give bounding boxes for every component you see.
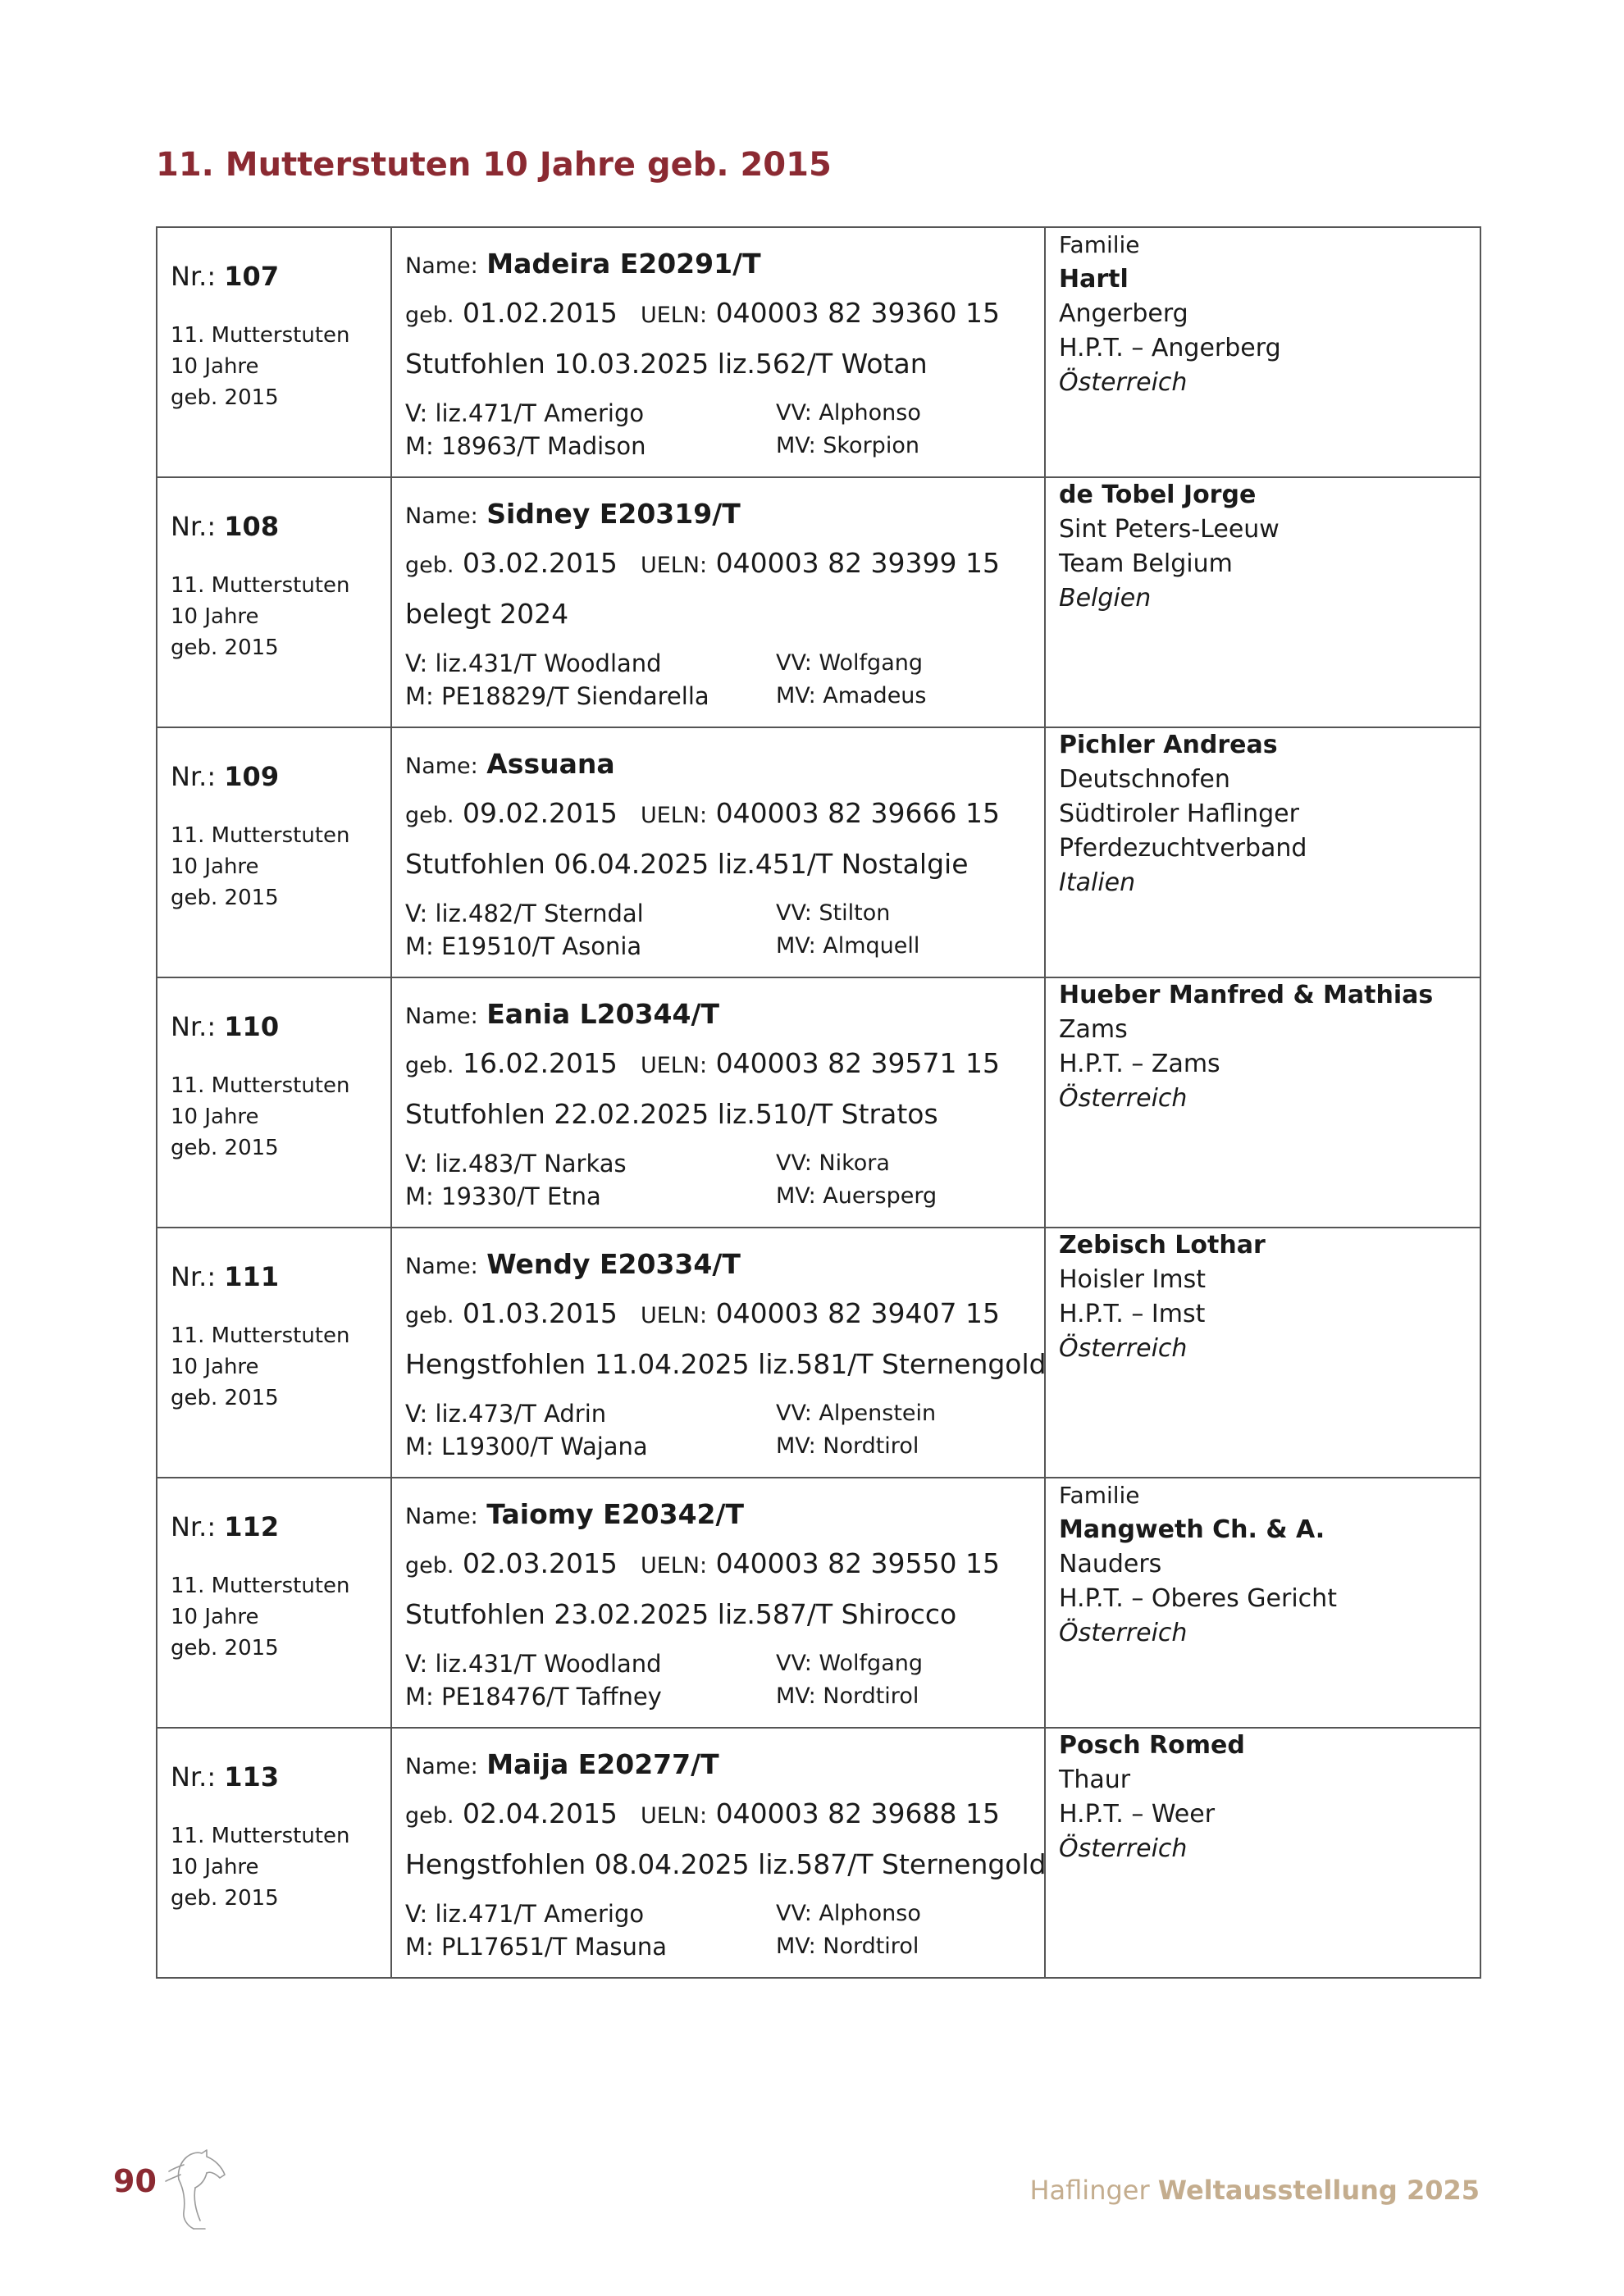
owner-location-line: H.P.T. – Angerberg — [1059, 334, 1281, 362]
ueln-label: UELN: — [640, 303, 708, 328]
owner-country: Österreich — [1059, 368, 1188, 397]
category-line: 11. Mutterstuten — [171, 1323, 350, 1348]
owner-location-line: Hoisler Imst — [1059, 1265, 1207, 1294]
ueln-value: 040003 82 39571 15 — [715, 1047, 1001, 1079]
ueln-value: 040003 82 39688 15 — [715, 1797, 1001, 1829]
owner-location-line: H.P.T. – Imst — [1059, 1300, 1206, 1328]
dam: M: L19300/T Wajana — [405, 1433, 648, 1460]
owner-cell — [1045, 1728, 1480, 1978]
entry-row — [157, 1228, 1480, 1478]
dam-sire: MV: Almquell — [776, 933, 920, 959]
entry-row — [157, 227, 1480, 477]
nr-label: Nr.: — [171, 511, 217, 542]
owner-location-line: Angerberg — [1059, 299, 1188, 328]
horse-name-line — [405, 239, 1044, 289]
sire-sire: VV: Alpenstein — [776, 1401, 937, 1426]
breeding-status: belegt 2024 — [405, 598, 569, 630]
sire-sire: VV: Alphonso — [776, 1901, 921, 1926]
entry-category — [171, 1320, 390, 1414]
name-label: Name: — [405, 1004, 478, 1029]
category-line: geb. 2015 — [171, 1886, 279, 1911]
category-line: geb. 2015 — [171, 385, 279, 410]
horse-name: Maija E20277/T — [486, 1748, 719, 1780]
category-line: 10 Jahre — [171, 854, 259, 879]
dam-sire: MV: Nordtirol — [776, 1934, 919, 1959]
horse-head-icon — [161, 2147, 230, 2232]
horse-details-cell — [391, 1478, 1045, 1728]
ueln-value: 040003 82 39407 15 — [715, 1297, 1001, 1329]
owner-country: Österreich — [1059, 1834, 1188, 1863]
ueln-value: 040003 82 39399 15 — [715, 547, 1001, 579]
owner-location-line: Zams — [1059, 1015, 1128, 1044]
pedigree — [405, 1397, 1044, 1463]
owner-country: Italien — [1059, 868, 1136, 897]
dam-sire: MV: Nordtirol — [776, 1683, 919, 1709]
category-line: geb. 2015 — [171, 1636, 279, 1660]
category-line: 11. Mutterstuten — [171, 323, 350, 348]
entry-number — [171, 1261, 390, 1292]
category-line: 11. Mutterstuten — [171, 1073, 350, 1098]
ueln-label: UELN: — [640, 1553, 708, 1578]
owner-name: Mangweth Ch. & A. — [1059, 1515, 1325, 1544]
sire-sire: VV: Wolfgang — [776, 650, 923, 676]
ueln-value: 040003 82 39550 15 — [715, 1547, 1001, 1579]
pedigree — [405, 897, 1044, 963]
nr-label: Nr.: — [171, 1011, 217, 1042]
sire: V: liz.473/T Adrin — [405, 1400, 607, 1428]
birth-line — [405, 1539, 1044, 1588]
footer-brand-title: Weltausstellung 2025 — [1157, 2175, 1480, 2206]
dam: M: 19330/T Etna — [405, 1182, 601, 1210]
owner-name: Pichler Andreas — [1059, 731, 1278, 759]
owner-location-line: Sint Peters-Leeuw — [1059, 515, 1280, 544]
birth-line — [405, 539, 1044, 588]
horse-details-cell — [391, 1228, 1045, 1478]
sire: V: liz.431/T Woodland — [405, 649, 662, 677]
category-line: geb. 2015 — [171, 1386, 279, 1410]
section-title: 11. Mutterstuten 10 Jahre geb. 2015 — [156, 146, 832, 184]
dam: M: PE18476/T Taffney — [405, 1683, 662, 1711]
dam-sire: MV: Amadeus — [776, 683, 927, 708]
breeding-status: Hengstfohlen 11.04.2025 liz.581/T Sternengold — [405, 1348, 1047, 1380]
entry-category — [171, 320, 390, 413]
entry-number-cell — [157, 1478, 391, 1728]
name-label: Name: — [405, 1754, 478, 1779]
birth-date: 02.03.2015 — [462, 1547, 618, 1579]
owner-location-line: Nauders — [1059, 1550, 1162, 1578]
horse-name: Wendy E20334/T — [486, 1248, 741, 1280]
birth-date: 02.04.2015 — [462, 1797, 618, 1829]
page-number: 90 — [113, 2163, 157, 2199]
ueln-value: 040003 82 39666 15 — [715, 797, 1001, 829]
birth-label: geb. — [405, 553, 454, 578]
dam-sire: MV: Nordtirol — [776, 1433, 919, 1459]
owner-name: Hartl — [1059, 265, 1129, 294]
horse-details-cell — [391, 977, 1045, 1228]
entry-number — [171, 1011, 390, 1042]
birth-line — [405, 1289, 1044, 1338]
category-line: 11. Mutterstuten — [171, 823, 350, 848]
dam-sire: MV: Skorpion — [776, 433, 919, 458]
birth-line — [405, 289, 1044, 338]
birth-date: 03.02.2015 — [462, 547, 618, 579]
category-line: 11. Mutterstuten — [171, 1824, 350, 1848]
sire-sire: VV: Stilton — [776, 900, 891, 926]
horse-name-line — [405, 740, 1044, 789]
sire-sire: VV: Alphonso — [776, 400, 921, 426]
name-label: Name: — [405, 754, 478, 779]
breeding-status: Hengstfohlen 08.04.2025 liz.587/T Sternengold — [405, 1848, 1047, 1880]
nr-value: 108 — [224, 511, 280, 542]
nr-value: 112 — [224, 1511, 280, 1542]
sire: V: liz.482/T Sterndal — [405, 900, 644, 927]
breeding-status: Stutfohlen 23.02.2025 liz.587/T Shirocco — [405, 1598, 957, 1630]
category-line: geb. 2015 — [171, 1136, 279, 1160]
breeding-status: Stutfohlen 06.04.2025 liz.451/T Nostalgie — [405, 848, 969, 880]
dam: M: E19510/T Asonia — [405, 932, 642, 960]
entries-table — [156, 226, 1481, 1979]
owner-cell — [1045, 977, 1480, 1228]
nr-label: Nr.: — [171, 1511, 217, 1542]
entry-row — [157, 1728, 1480, 1978]
category-line: 10 Jahre — [171, 1855, 259, 1879]
sire: V: liz.431/T Woodland — [405, 1650, 662, 1678]
nr-value: 109 — [224, 761, 280, 792]
nr-value: 113 — [224, 1761, 280, 1793]
entry-row — [157, 1478, 1480, 1728]
horse-details-cell — [391, 727, 1045, 977]
dam-sire: MV: Auersperg — [776, 1183, 937, 1209]
pedigree — [405, 397, 1044, 462]
category-line: 10 Jahre — [171, 604, 259, 629]
name-label: Name: — [405, 503, 478, 529]
category-line: 10 Jahre — [171, 1355, 259, 1379]
entry-number-cell — [157, 977, 391, 1228]
owner-name: Zebisch Lothar — [1059, 1231, 1266, 1260]
birth-label: geb. — [405, 1803, 454, 1829]
sire-sire: VV: Wolfgang — [776, 1651, 923, 1676]
breeding-status: Stutfohlen 22.02.2025 liz.510/T Stratos — [405, 1098, 938, 1130]
entry-number — [171, 1761, 390, 1793]
entries-body — [157, 227, 1480, 1978]
entry-category — [171, 1820, 390, 1914]
pedigree — [405, 1147, 1044, 1213]
name-label: Name: — [405, 1254, 478, 1279]
birth-line — [405, 789, 1044, 838]
owner-location-line: H.P.T. – Oberes Gericht — [1059, 1584, 1337, 1613]
owner-cell — [1045, 227, 1480, 477]
horse-name: Madeira E20291/T — [486, 248, 761, 280]
horse-name: Taiomy E20342/T — [486, 1498, 745, 1530]
entry-row — [157, 477, 1480, 727]
nr-value: 111 — [224, 1261, 280, 1292]
category-line: geb. 2015 — [171, 636, 279, 660]
entry-category — [171, 820, 390, 913]
owner-name: Posch Romed — [1059, 1731, 1245, 1760]
horse-name-line — [405, 1240, 1044, 1289]
category-line: 10 Jahre — [171, 1605, 259, 1629]
entry-number-cell — [157, 727, 391, 977]
horse-details-cell — [391, 227, 1045, 477]
ueln-label: UELN: — [640, 1053, 708, 1078]
entry-category — [171, 570, 390, 663]
owner-cell — [1045, 1228, 1480, 1478]
nr-label: Nr.: — [171, 261, 217, 292]
ueln-label: UELN: — [640, 1803, 708, 1829]
footer-brand — [1029, 2175, 1480, 2206]
dam: M: PE18829/T Siendarella — [405, 682, 709, 710]
horse-name: Eania L20344/T — [486, 998, 720, 1030]
owner-location-line: Team Belgium — [1059, 549, 1233, 578]
footer-brand-prefix: Haflinger — [1029, 2175, 1150, 2206]
entry-number-cell — [157, 1728, 391, 1978]
birth-label: geb. — [405, 303, 454, 328]
birth-label: geb. — [405, 1303, 454, 1328]
nr-label: Nr.: — [171, 1261, 217, 1292]
horse-name-line — [405, 1490, 1044, 1539]
owner-country: Österreich — [1059, 1334, 1188, 1363]
owner-prefix: Familie — [1059, 231, 1140, 258]
pedigree — [405, 1647, 1044, 1713]
entry-number — [171, 1511, 390, 1542]
entry-number-cell — [157, 1228, 391, 1478]
owner-location-line: H.P.T. – Zams — [1059, 1050, 1220, 1078]
owner-location-line: H.P.T. – Weer — [1059, 1800, 1216, 1829]
sire: V: liz.483/T Narkas — [405, 1150, 627, 1178]
category-line: geb. 2015 — [171, 886, 279, 910]
birth-date: 01.03.2015 — [462, 1297, 618, 1329]
entry-row — [157, 727, 1480, 977]
entry-number-cell — [157, 227, 391, 477]
horse-name-line — [405, 1740, 1044, 1789]
pedigree — [405, 1897, 1044, 1963]
breeding-status: Stutfohlen 10.03.2025 liz.562/T Wotan — [405, 348, 928, 380]
dam: M: PL17651/T Masuna — [405, 1933, 668, 1961]
nr-value: 110 — [224, 1011, 280, 1042]
name-label: Name: — [405, 253, 478, 279]
entry-number — [171, 761, 390, 792]
birth-date: 01.02.2015 — [462, 297, 618, 329]
horse-name-line — [405, 990, 1044, 1039]
owner-name: Hueber Manfred & Mathias — [1059, 981, 1434, 1009]
entry-row — [157, 977, 1480, 1228]
nr-value: 107 — [224, 261, 280, 292]
horse-details-cell — [391, 477, 1045, 727]
birth-line — [405, 1789, 1044, 1838]
sire: V: liz.471/T Amerigo — [405, 1900, 645, 1928]
birth-label: geb. — [405, 1553, 454, 1578]
pedigree — [405, 647, 1044, 713]
dam: M: 18963/T Madison — [405, 432, 646, 460]
birth-line — [405, 1039, 1044, 1088]
owner-cell — [1045, 477, 1480, 727]
entry-number-cell — [157, 477, 391, 727]
nr-label: Nr.: — [171, 1761, 217, 1793]
horse-name: Assuana — [486, 748, 615, 780]
owner-location-line: Pferdezuchtverband — [1059, 834, 1307, 863]
nr-label: Nr.: — [171, 761, 217, 792]
category-line: 10 Jahre — [171, 1105, 259, 1129]
sire-sire: VV: Nikora — [776, 1150, 890, 1176]
ueln-label: UELN: — [640, 1303, 708, 1328]
category-line: 11. Mutterstuten — [171, 573, 350, 598]
entry-category — [171, 1570, 390, 1664]
owner-country: Belgien — [1059, 584, 1152, 613]
category-line: 11. Mutterstuten — [171, 1574, 350, 1598]
ueln-label: UELN: — [640, 553, 708, 578]
owner-name: de Tobel Jorge — [1059, 481, 1257, 509]
birth-date: 09.02.2015 — [462, 797, 618, 829]
owner-cell — [1045, 1478, 1480, 1728]
entry-number — [171, 261, 390, 292]
entry-number — [171, 511, 390, 542]
birth-label: geb. — [405, 803, 454, 828]
owner-country: Österreich — [1059, 1084, 1188, 1113]
owner-cell — [1045, 727, 1480, 977]
owner-location-line: Deutschnofen — [1059, 765, 1230, 794]
owner-location-line: Südtiroler Haflinger — [1059, 800, 1299, 828]
owner-prefix: Familie — [1059, 1482, 1140, 1509]
entry-category — [171, 1070, 390, 1164]
birth-label: geb. — [405, 1053, 454, 1078]
horse-name-line — [405, 490, 1044, 539]
ueln-value: 040003 82 39360 15 — [715, 297, 1001, 329]
owner-country: Österreich — [1059, 1619, 1188, 1647]
horse-name: Sidney E20319/T — [486, 498, 741, 530]
owner-location-line: Thaur — [1059, 1765, 1131, 1794]
sire: V: liz.471/T Amerigo — [405, 399, 645, 427]
birth-date: 16.02.2015 — [462, 1047, 618, 1079]
horse-details-cell — [391, 1728, 1045, 1978]
ueln-label: UELN: — [640, 803, 708, 828]
category-line: 10 Jahre — [171, 354, 259, 379]
name-label: Name: — [405, 1504, 478, 1529]
